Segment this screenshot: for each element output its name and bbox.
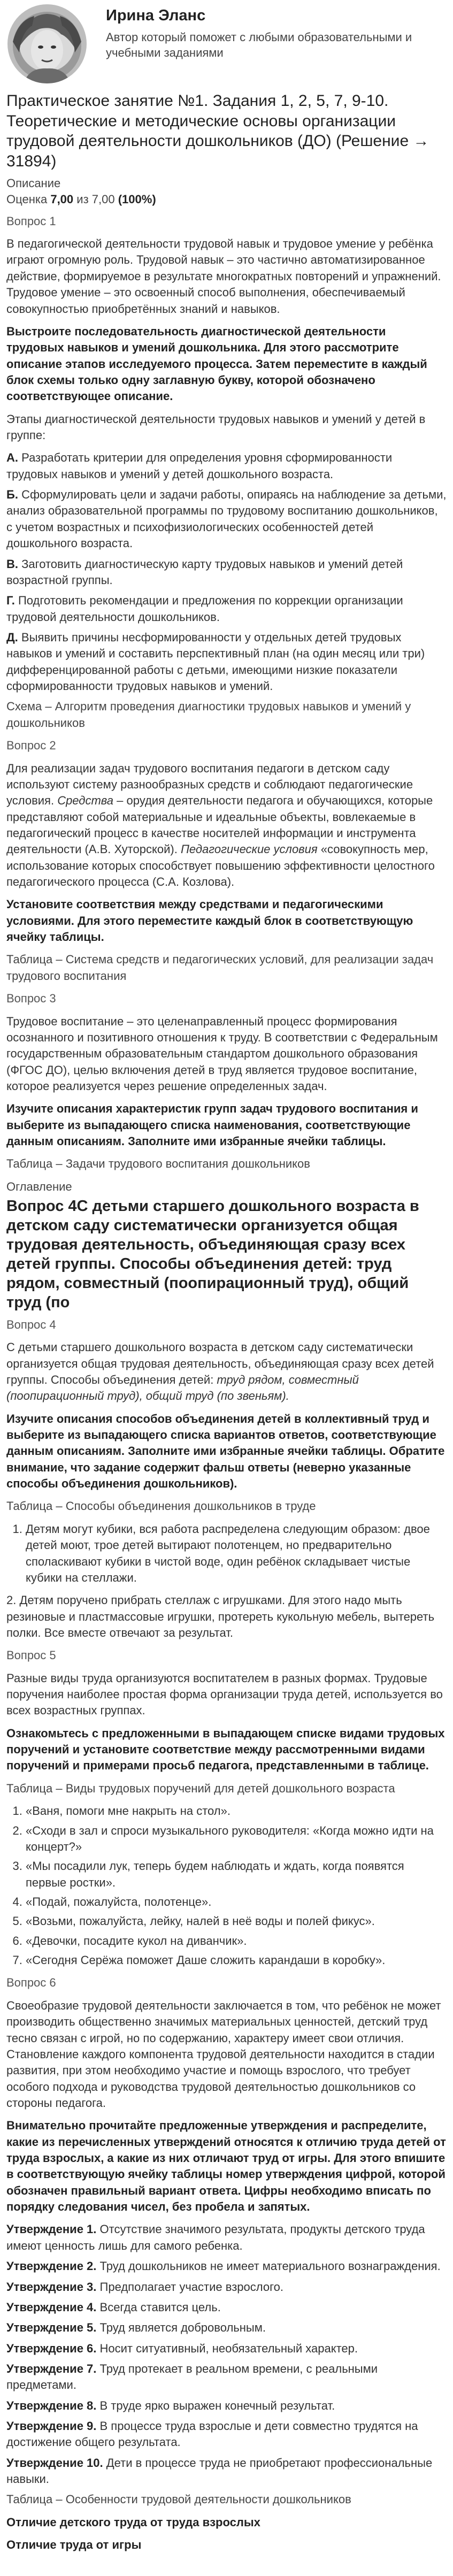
statement-label: Утверждение 10. [6, 2456, 103, 2470]
item-text: Подготовить рекомендации и предложения по коррекции организации трудовой деятельности дошкольников. [6, 594, 403, 624]
text-part: – орудия деятельности педагога и обучающихся, которые представляют собой материальные и идеальные объекты, вовлекаемые в педагогический процесс в качестве носителей информации и инструмента деятельности (А.В. Хуторской). [6, 794, 433, 856]
question-4-label: Вопрос 4 [6, 1317, 56, 1331]
question-6-label: Вопрос 6 [6, 1976, 56, 1990]
question-4-item-2: 2. Детям поручено прибрать стеллаж с игрушками. Для этого надо мыть резиновые и пластмассовые игрушки, протереть кукольную мебель, вытереть полки. Все вместе отвечают за результат. [6, 1593, 435, 1639]
text-italic: труд рядом, совместный (поопирационный труд), общий труд (по звеньям). [6, 1373, 359, 1403]
statement-8 [6, 2398, 447, 2414]
score-value: 7,00 [50, 193, 74, 206]
author-avatar[interactable] [7, 4, 87, 83]
list-item: 6. «Девочки, посадите кукол на диванчик». [26, 1933, 447, 1949]
page-title-link[interactable]: Практическое занятие №1. Задания 1, 2, 5, 7, 9-10. Теоретические и методические основы организации трудовой деятельности дошкольников (ДО) (Решение → 31894) [6, 92, 429, 170]
item-letter: В. [6, 557, 18, 571]
toc-label: Оглавление [6, 1179, 72, 1193]
statement-3 [6, 2279, 447, 2295]
statement-9 [6, 2418, 447, 2451]
toc-heading-link[interactable]: Вопрос 4С детьми старшего дошкольного возраста в детском саду систематически организуется общая трудовая деятельность, объединяющая сразу всех детей группы. Способы объединения детей: труд рядом, совместный (поопирационный труд), общий труд (по [6, 1198, 419, 1311]
score-percent: (100%) [118, 193, 156, 206]
item-text: Сформулировать цели и задачи работы, опираясь на наблюдение за детьми, анализ образовательной программы по трудовому воспитанию дошкольников, с учетом возрастных и психофизиологических особенностей детей дошкольного возраста. [6, 488, 447, 550]
statement-label: Утверждение 8. [6, 2398, 97, 2412]
term-conditions: Педагогические условия [180, 842, 318, 856]
question-4-instruction: Изучите описания способов объединения детей в коллективный труд и выберите из выпадающего списка вариантов ответов, соответствующие данным описаниям. Заполните ими избранные ячейки таблицы. Обратите внимание, что задание содержит фальш ответы (неверно указанные способы объединения дошкольников). [6, 1412, 445, 1491]
question-1-instruction: Выстроите последовательность диагностической деятельности трудовых навыков и умений дошкольника. Для этого рассмотрите описание этапов исследуемого процесса. Затем переместите в каждый блок схемы только одну заглавную букву, которой обозначено соответствующее описание. [6, 324, 427, 403]
question-4-text [6, 1339, 447, 1404]
item-letter: Г. [6, 594, 15, 608]
statement-7 [6, 2361, 447, 2394]
author-name[interactable]: Ирина Эланс [106, 7, 206, 24]
question-4-caption: Таблица – Способы объединения дошкольников в труде [6, 1499, 316, 1513]
question-5-caption: Таблица – Виды трудовых поручений для детей дошкольного возраста [6, 1781, 395, 1795]
question-2-caption: Таблица – Система средств и педагогических условий, для реализации задач трудового воспитания [6, 953, 434, 983]
question-1-item-g [6, 593, 447, 625]
statement-text: Труд является добровольным. [99, 2321, 266, 2335]
statement-label: Утверждение 3. [6, 2280, 97, 2294]
statement-label: Утверждение 4. [6, 2300, 97, 2314]
statement-label: Утверждение 9. [6, 2419, 97, 2433]
list-item: 2. «Сходи в зал и спроси музыкального руководителя: «Когда можно идти на концерт?» [26, 1823, 447, 1856]
question-2-label: Вопрос 2 [6, 739, 56, 753]
statement-text: Труд протекает в реальном времени, с реальными предметами. [6, 2362, 378, 2392]
text-part: Для реализации задач трудового воспитания педагоги в детском саду используют систему разнообразных средств и соблюдают педагогические условия. [6, 761, 413, 808]
question-1-intro: Этапы диагностической деятельности трудовых навыков и умений у детей в группе: [6, 412, 426, 442]
question-5-text: Разные виды труда организуются воспитателем в разных формах. Трудовые поручения наиболее простая форма организации труда детей, используется во всех возрастных группах. [6, 1671, 443, 1718]
list-item: 1. Детям могут кубики, вся работа распределена следующим образом: двое детей моют, трое детей вытирают полотенцем, но предварительно споласкивают кубики в чистой воде, один ребёнок складывает чистые кубики на стеллажи. [26, 1521, 447, 1586]
question-1-item-b [6, 487, 447, 551]
statement-label: Утверждение 6. [6, 2341, 97, 2355]
statement-10 [6, 2455, 447, 2488]
question-1-item-v [6, 556, 447, 589]
score-of: из 7,00 [76, 193, 115, 206]
statement-text: Всегда ставится цель. [99, 2300, 221, 2314]
question-1-item-d [6, 630, 447, 694]
statement-text: Дети в процессе труда не приобретают профессиональные навыки. [6, 2456, 433, 2486]
table-header-work-vs-play: Отличие труда от игры [6, 2538, 142, 2552]
statement-4 [6, 2299, 447, 2316]
question-4-list [6, 1521, 447, 1586]
question-3-instruction: Изучите описания характеристик групп задач трудового воспитания и выберите из выпадающего списка наименования, соответствующие данным описаниям. Заполните ими избранные ячейки таблицы. [6, 1102, 418, 1148]
statement-5 [6, 2320, 447, 2336]
list-item: 1. «Ваня, помоги мне накрыть на стол». [26, 1803, 447, 1819]
question-1-text: В педагогической деятельности трудовой навык и трудовое умение у ребёнка играют огромную роль. Трудовой навык – это частично автоматизированное действие, формируемое в результате многократных повторений и упражнений. Трудовое умение – это освоенный способ выполнения, обеспечиваемый совокупностью приобретённых знаний и навыков. [6, 237, 441, 316]
score-line [6, 191, 447, 208]
statement-text: В труде ярко выражен конечный результат. [99, 2398, 335, 2412]
avatar-image [7, 4, 87, 83]
item-letter: А. [6, 451, 18, 465]
question-3-label: Вопрос 3 [6, 992, 56, 1006]
statement-6 [6, 2341, 447, 2357]
question-6-instruction: Внимательно прочитайте предложенные утверждения и распределите, какие из перечисленных утверждений относятся к отличию труда детей от труда взрослых, а какие из них отличают труд от игры. Для этого впишите в соответствующую ячейку таблицы номер утверждения цифрой, которой обозначен правильный вариант ответа. Цифры необходимо вписать по порядку следования чисел, без пробела и запятых. [6, 2119, 446, 2214]
list-item: 5. «Возьми, пожалуйста, лейку, налей в неё воды и полей фикус». [26, 1913, 447, 1929]
page-title [6, 91, 447, 171]
question-2-instruction: Установите соответствия между средствами и педагогическими условиями. Для этого переместите каждый блок в соответствующую ячейку таблицы. [6, 898, 413, 944]
author-card [6, 4, 447, 83]
question-1-item-a [6, 450, 447, 482]
question-3-caption: Таблица – Задачи трудового воспитания дошкольников [6, 1157, 310, 1171]
list-item: 7. «Сегодня Серёжа поможет Даше сложить карандаши в коробку». [26, 1952, 447, 1968]
statement-label: Утверждение 1. [6, 2222, 97, 2236]
question-2-text [6, 761, 447, 891]
statement-label: Утверждение 7. [6, 2362, 97, 2375]
question-6-caption: Таблица – Особенности трудовой деятельности дошкольников [6, 2493, 351, 2506]
statement-label: Утверждение 5. [6, 2321, 97, 2335]
item-text: Заготовить диагностическую карту трудовых навыков и умений детей возрастной группы. [6, 557, 403, 587]
item-letter: Б. [6, 488, 18, 502]
author-info [106, 4, 447, 60]
statement-text: Носит ситуативный, необязательный характер. [99, 2341, 358, 2355]
table-header-children-vs-adults: Отличие детского труда от труда взрослых [6, 2515, 260, 2529]
term-means: Средства [57, 794, 114, 808]
list-item: 3. «Мы посадили лук, теперь будем наблюдать и ждать, когда появятся первые ростки». [26, 1858, 447, 1891]
question-5-list [6, 1803, 447, 1968]
statement-1 [6, 2221, 447, 2254]
text-part: «совокупность мер, использование которых способствует повышению эффективности целостного педагогического процесса (С.А. Козлова). [6, 842, 435, 889]
statement-text: Предполагает участие взрослого. [99, 2280, 283, 2294]
text-part: С детьми старшего дошкольного возраста в детском саду систематически организуется общая трудовая деятельность, объединяющая сразу всех детей группы. Способы объединения детей: [6, 1340, 434, 1386]
author-description: Автор который поможет с любыми образовательными и учебными заданиями [106, 30, 412, 60]
score-prefix: Оценка [6, 193, 48, 206]
question-5-instruction: Ознакомьтесь с предложенными в выпадающем списке видами трудовых поручений и установите соответствие между рассмотренными видами поручений и примерами просьб педагога, представленными в таблице. [6, 1726, 445, 1773]
statement-text: Труд дошкольников не имеет материального вознаграждения. [99, 2259, 441, 2273]
statement-text: Отсутствие значимого результата, продукты детского труда имеют ценность лишь для самого ребенка. [6, 2222, 425, 2252]
item-text: Разработать критерии для определения уровня сформированности трудовых навыков и умений у детей дошкольного возраста. [6, 451, 393, 481]
item-letter: Д. [6, 630, 18, 644]
item-text: Выявить причины несформированности у отдельных детей трудовых навыков и умений и составить перспективный план (на один месяц или три) дифференцированной работы с детьми, имеющими низкие показатели сформированности трудовых навыков и умений. [6, 630, 425, 693]
question-3-text: Трудовое воспитание – это целенаправленный процесс формирования осознанного и позитивного отношения к труду. В соответствии с Федеральным государственным образовательным стандартом дошкольного образования (ФГОС ДО), целью включения детей в труд является трудовое воспитание, которое реализуется через решение определенных задач. [6, 1014, 438, 1093]
statement-2 [6, 2258, 447, 2274]
statement-label: Утверждение 2. [6, 2259, 97, 2273]
description-label: Описание [6, 177, 61, 190]
question-5-label: Вопрос 5 [6, 1649, 56, 1662]
list-item: 4. «Подай, пожалуйста, полотенце». [26, 1894, 447, 1910]
statement-text: В процессе труда взрослые и дети совместно трудятся на достижение общего результата. [6, 2419, 418, 2449]
question-1-caption: Схема – Алгоритм проведения диагностики трудовых навыков и умений у дошкольников [6, 700, 411, 730]
question-6-text: Своеобразие трудовой деятельности заключается в том, что ребёнок не может производить общественно значимых материальных ценностей, детский труд тесно связан с игрой, но по содержанию, характеру имеет свои отличия. Становление каждого компонента трудовой деятельности находится в стадии развития, при этом необходимо участие и помощь взрослого, что требует особого подхода и руководства трудовой деятельностью дошкольников со стороны педагога. [6, 1998, 441, 2110]
question-1-label: Вопрос 1 [6, 214, 56, 228]
